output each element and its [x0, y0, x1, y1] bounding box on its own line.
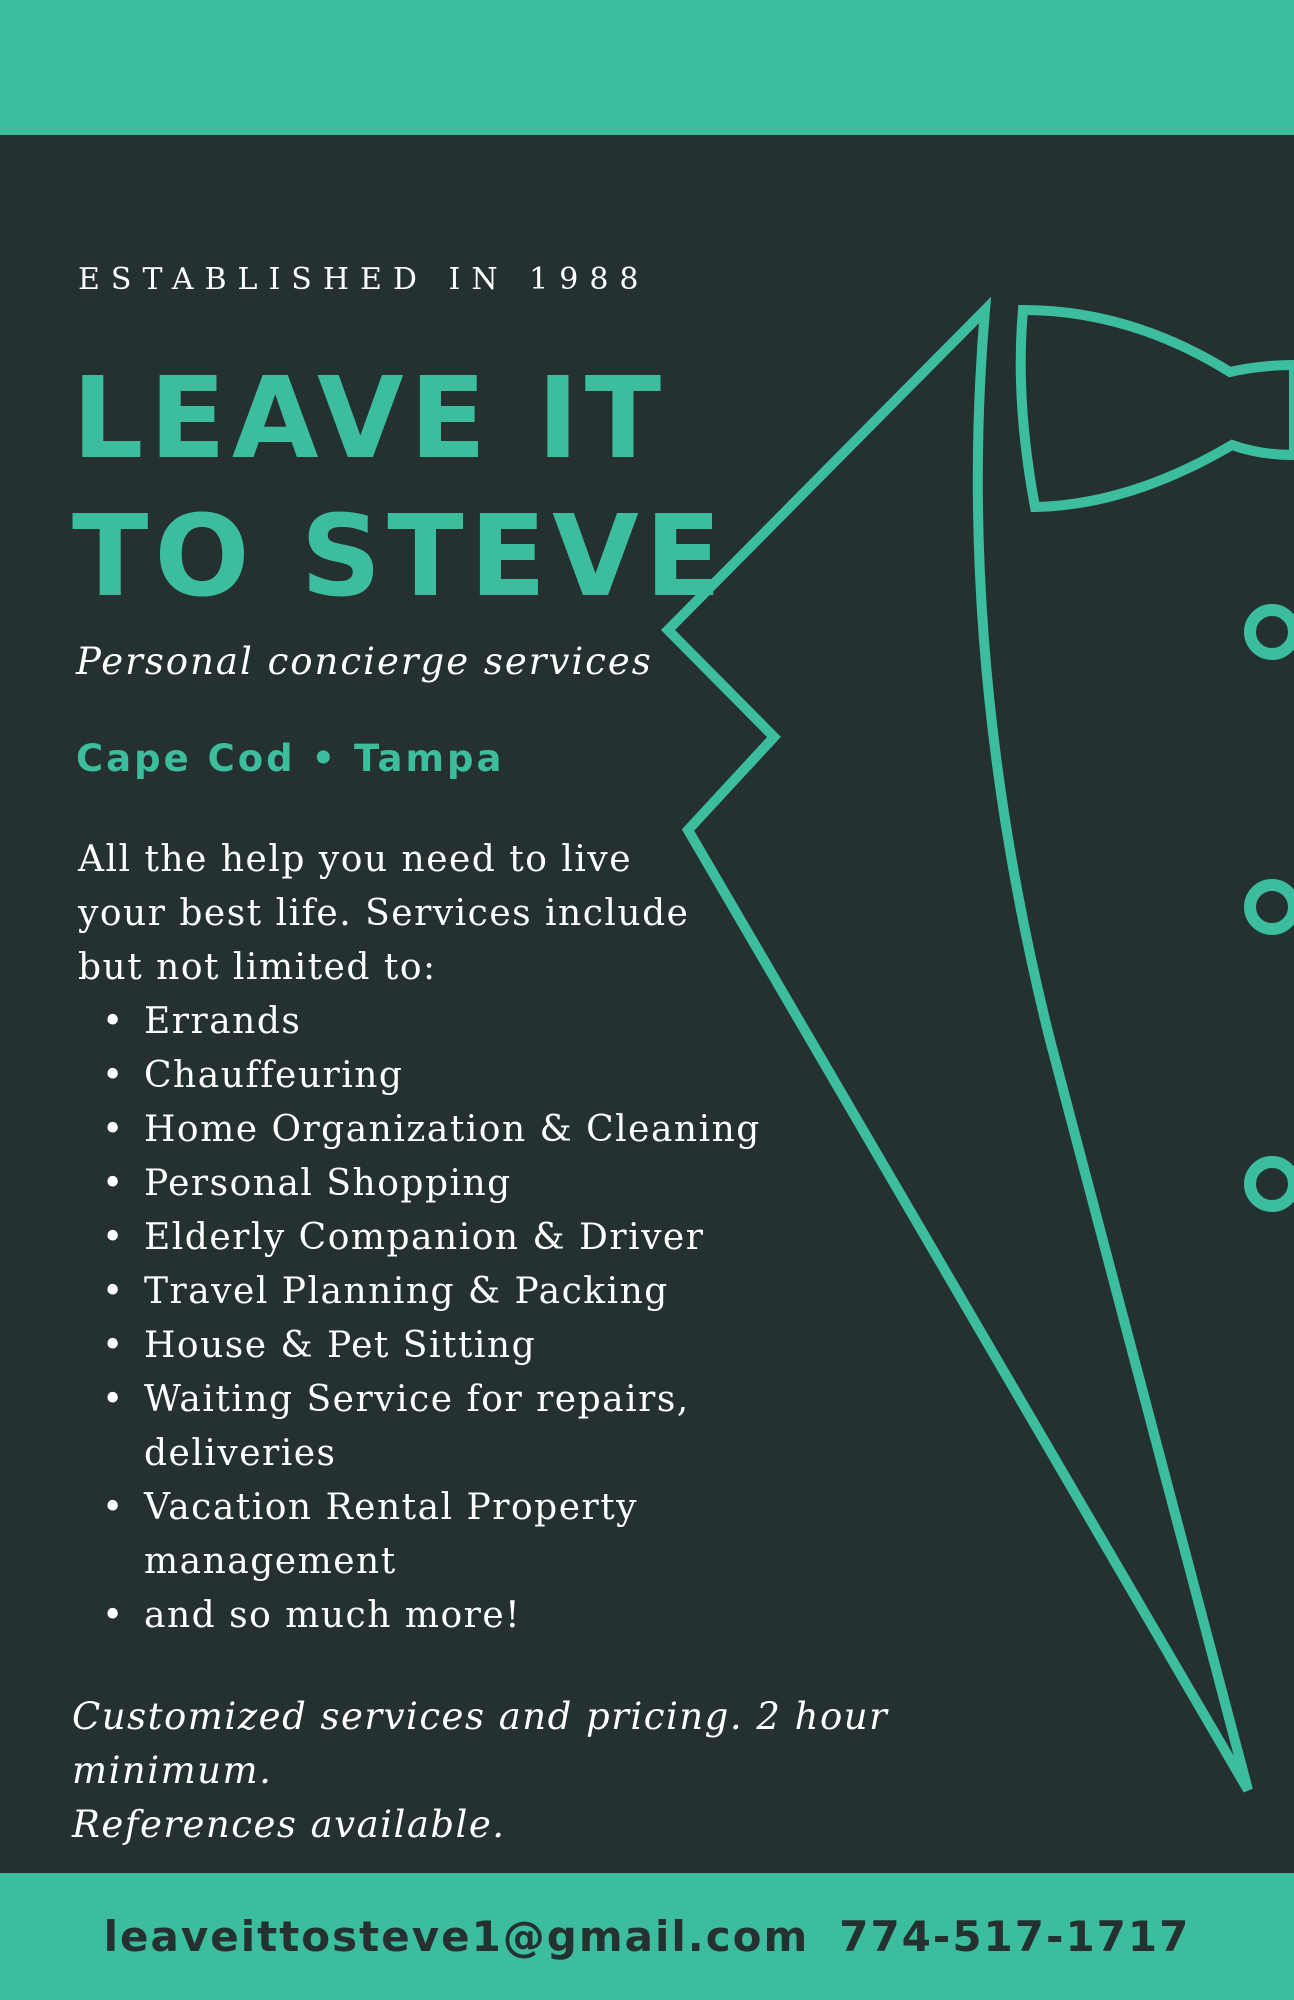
service-label: and so much more! [144, 1595, 522, 1636]
email-link[interactable]: leaveittosteve1@gmail.com [103, 1912, 810, 1961]
services-list [78, 995, 798, 1643]
service-label: Home Organization & Cleaning [144, 1109, 761, 1150]
list-item: • House & Pet Sitting [102, 1325, 537, 1366]
list-item: • Chauffeuring [102, 1055, 404, 1096]
button-top [1250, 610, 1294, 654]
title-line-1: LEAVE IT [72, 354, 668, 484]
intro-paragraph: All the help you need to live your best life. Services include but not limited to: [78, 839, 690, 988]
list-item: • and so much more! [102, 1595, 522, 1636]
service-label: Personal Shopping [144, 1163, 512, 1204]
contact-info [104, 1912, 1191, 1961]
page-title [72, 350, 727, 626]
service-label: Vacation Rental Property management [144, 1487, 639, 1582]
footer-band [0, 1873, 1294, 2000]
service-label: Errands [144, 1001, 302, 1042]
list-item: • Waiting Service for repairs, deliveries [102, 1379, 690, 1474]
subtitle: Personal concierge services [76, 640, 653, 683]
title-line-2: TO STEVE [72, 492, 728, 622]
bowtie-shape [1021, 310, 1294, 507]
button-middle [1250, 885, 1294, 929]
list-item: • Vacation Rental Property management [102, 1487, 639, 1582]
list-item: • Elderly Companion & Driver [102, 1217, 705, 1258]
button-bottom [1250, 1162, 1294, 1206]
closing-note [72, 1690, 1072, 1852]
service-label: Elderly Companion & Driver [144, 1217, 705, 1258]
service-label: Travel Planning & Packing [144, 1271, 669, 1312]
closing-line-1: Customized services and pricing. 2 hour minimum. [72, 1695, 889, 1792]
service-label: Waiting Service for repairs, deliveries [144, 1379, 690, 1474]
list-item: • Personal Shopping [102, 1163, 512, 1204]
locations: Cape Cod • Tampa [76, 737, 505, 780]
phone-number[interactable]: 774-517-1717 [839, 1912, 1191, 1961]
list-item: • Travel Planning & Packing [102, 1271, 669, 1312]
list-item: • Home Organization & Cleaning [102, 1109, 761, 1150]
closing-line-2: References available. [72, 1803, 506, 1846]
top-accent-band [0, 0, 1294, 135]
service-label: House & Pet Sitting [144, 1325, 537, 1366]
list-item: • Errands [102, 1001, 302, 1042]
established-tagline: ESTABLISHED IN 1988 [78, 262, 650, 297]
service-label: Chauffeuring [144, 1055, 404, 1096]
